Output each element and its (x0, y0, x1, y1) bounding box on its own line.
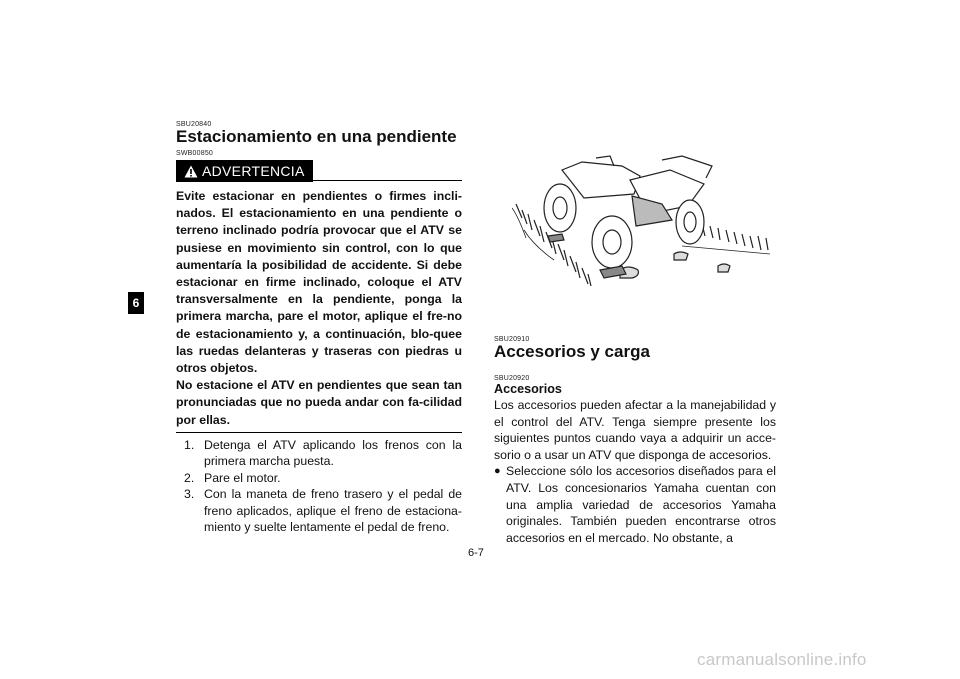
bullet-icon: ● (494, 465, 501, 478)
right-column (494, 336, 776, 546)
chapter-number: 6 (132, 296, 140, 310)
list-item (494, 463, 776, 546)
warning-end-rule (176, 432, 462, 433)
warning-label: ADVERTENCIA (202, 163, 305, 179)
section-title-parking: Estacionamiento en una pendiente (176, 127, 457, 146)
warning-paragraph-1: Evite estacionar en pendientes o firmes incli-nados. El estacionamiento en una pendiente o terreno inclinado podría provocar que el ATV se pusiese en movimiento sin control, con lo que aumentaría la posibilidad de accidente. Si debe estacionar en firme inclinado, coloque el ATV transversalmente en la pendiente, ponga la primera marcha, pare el motor, aplique el fre-no de estacionamiento y, a continuación, blo-quee las ruedas delanteras y traseras con piedras u otros objetos. (176, 189, 462, 376)
subsection-title-accessories: Accesorios (494, 382, 562, 396)
page-number: 6-7 (468, 547, 484, 559)
section-code: SBU20840 (176, 121, 212, 128)
warning-triangle-icon (184, 165, 198, 178)
warning-code: SWB00850 (176, 150, 214, 157)
section-code: SBU20910 (494, 336, 530, 343)
subsection-code: SBU20920 (494, 375, 530, 382)
warning-paragraph-2: No estacione el ATV en pendientes que sean tan pronunciadas que no pueda andar con fa-cilidad por ellas. (176, 378, 462, 427)
warning-header (176, 160, 462, 182)
left-column (176, 121, 462, 535)
bullet-text: Seleccione sólo los accesorios diseñados para el ATV. Los concesionarios Yamaha cuentan con una amplia variedad de accesorios Yamaha originales. También pueden encontrarse otros accesorios en el mercado. No obstante, a (506, 464, 776, 545)
chapter-tab (128, 292, 144, 314)
accessories-paragraph: Los accesorios pueden afectar a la manejabilidad y el control del ATV. Tenga siempre presente los siguientes puntos cuando vaya a adquirir un acce-sorio o a usar un ATV que disponga de accesorios. (494, 398, 776, 462)
section-title-accessories: Accesorios y carga (494, 342, 650, 361)
list-item: 3. Con la maneta de freno trasero y el pedal de freno aplicados, aplique el freno de estaciona-miento y suelte lentamente el pedal de freno. (184, 487, 462, 535)
atv-parked-on-slope-illustration (512, 150, 774, 298)
watermark: carmanualsonline.info (697, 650, 867, 669)
warning-badge (176, 160, 313, 182)
warning-rule (313, 180, 462, 181)
parking-steps (176, 437, 462, 535)
list-item: 1. Detenga el ATV aplicando los frenos con la primera marcha puesta. (184, 438, 462, 469)
list-item: 2. Pare el motor. (184, 470, 281, 485)
